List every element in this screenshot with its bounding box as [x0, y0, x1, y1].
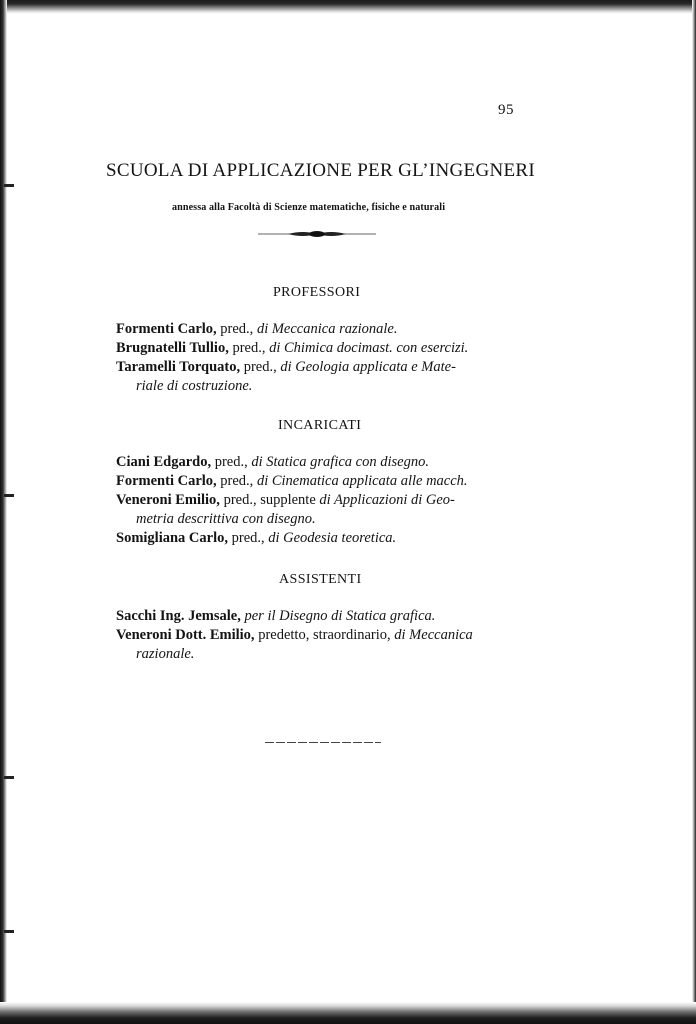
course-title: di Geologia applicata e Mate-: [280, 359, 456, 375]
course-title: per il Disegno di Statica grafica.: [244, 608, 436, 624]
incaricati-list: [116, 453, 536, 548]
person-name: Somigliana Carlo,: [116, 530, 228, 546]
assistenti-list: [116, 607, 536, 664]
closing-rule: [265, 742, 381, 743]
person-role: pred.,: [216, 473, 257, 489]
list-item: [116, 529, 536, 548]
list-item: [116, 472, 536, 491]
person-name: Formenti Carlo,: [116, 473, 217, 489]
person-role: predetto, straordinario,: [254, 627, 395, 643]
list-item: [116, 320, 536, 339]
course-title: di Applicazioni di Geo-: [319, 492, 455, 508]
scan-border-bottom: [0, 1002, 696, 1024]
person-name: Veneroni Emilio,: [116, 492, 220, 508]
person-name: Taramelli Torquato,: [116, 359, 241, 375]
binding-mark: [4, 930, 14, 933]
list-item: [116, 339, 536, 358]
binding-mark: [4, 184, 14, 187]
list-item: [116, 491, 536, 529]
course-title-continuation: metria descrittiva con disegno.: [136, 511, 316, 527]
course-title: di Chimica docimast. con esercizi.: [269, 340, 469, 356]
scan-border-top: [0, 0, 696, 14]
person-name: Ciani Edgardo,: [116, 454, 212, 470]
page-subtitle: annessa alla Facoltà di Scienze matematiche, fisiche e naturali: [172, 201, 446, 213]
section-heading-professori: PROFESSORI: [273, 285, 361, 300]
person-name: Brugnatelli Tullio,: [116, 340, 229, 356]
list-item: [116, 358, 536, 396]
list-item: [116, 607, 536, 626]
person-role: pred.,: [228, 340, 270, 356]
scan-border-right: [692, 0, 696, 1024]
course-title: di Meccanica: [394, 627, 473, 643]
course-title: di Cinematica applicata alle macch.: [256, 473, 468, 489]
list-item: [116, 626, 536, 664]
ornament-divider: [258, 229, 376, 239]
section-heading-incaricati: INCARICATI: [278, 418, 362, 433]
course-title-continuation: razionale.: [136, 646, 195, 662]
course-title-continuation: riale di costruzione.: [136, 378, 253, 394]
scan-border-left: [0, 0, 7, 1024]
course-title: di Statica grafica con disegno.: [251, 454, 429, 470]
page-title: SCUOLA DI APPLICAZIONE PER GL’INGEGNERI: [106, 160, 536, 181]
page-number: 95: [498, 102, 514, 118]
course-title: di Geodesia teoretica.: [268, 530, 397, 546]
section-heading-assistenti: ASSISTENTI: [279, 572, 362, 587]
person-role: pred.,: [240, 359, 281, 375]
person-name: Formenti Carlo,: [116, 321, 217, 337]
list-item: [116, 453, 536, 472]
binding-mark: [4, 494, 14, 497]
course-title: di Meccanica razionale.: [256, 321, 398, 337]
professori-list: [116, 320, 536, 396]
person-role: pred.,: [227, 530, 269, 546]
person-role: pred., supplente: [219, 492, 320, 508]
binding-mark: [4, 776, 14, 779]
person-role: pred.,: [216, 321, 257, 337]
person-name: Veneroni Dott. Emilio,: [116, 627, 255, 643]
person-role: pred.,: [211, 454, 252, 470]
person-name: Sacchi Ing. Jemsale,: [116, 608, 241, 624]
